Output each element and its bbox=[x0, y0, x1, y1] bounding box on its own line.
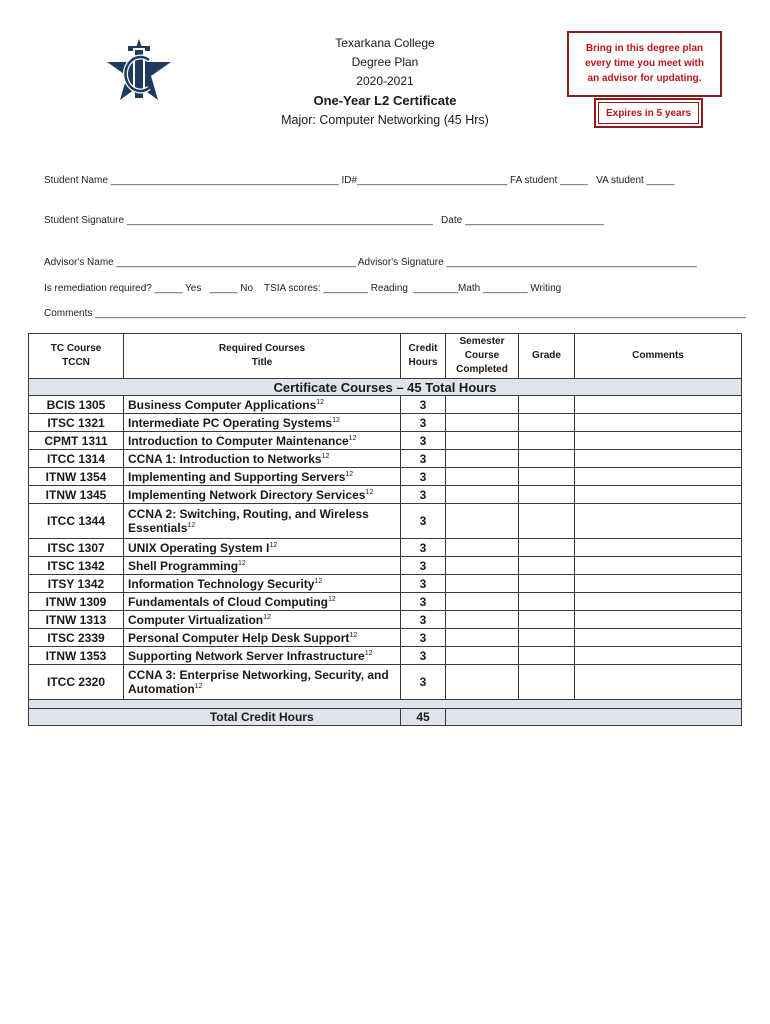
course-title bbox=[124, 486, 401, 504]
expiry-notice bbox=[594, 98, 703, 128]
comments-cell[interactable] bbox=[575, 539, 742, 557]
semester-cell[interactable] bbox=[446, 647, 519, 665]
course-title bbox=[124, 539, 401, 557]
course-title-text: Implementing and Supporting Servers bbox=[128, 469, 346, 484]
credit-hours: 3 bbox=[401, 486, 446, 504]
document-type: Degree Plan bbox=[351, 55, 419, 69]
table-row bbox=[29, 647, 742, 665]
section-row bbox=[29, 379, 742, 396]
comments-cell[interactable] bbox=[575, 414, 742, 432]
college-name: Texarkana College bbox=[335, 36, 435, 50]
grade-cell[interactable] bbox=[519, 629, 575, 647]
advisor-line[interactable]: Advisor's Name ___________________________________________ Advisor's Signature _____________________________________________ bbox=[44, 257, 697, 268]
course-code: ITSC 1321 bbox=[29, 414, 124, 432]
grade-cell[interactable] bbox=[519, 504, 575, 539]
semester-cell[interactable] bbox=[446, 450, 519, 468]
credit-hours: 3 bbox=[401, 557, 446, 575]
course-title-text: Supporting Network Server Infrastructure bbox=[128, 648, 365, 663]
table-row bbox=[29, 414, 742, 432]
total-label: Total Credit Hours bbox=[124, 709, 401, 726]
total-hours: 45 bbox=[401, 709, 446, 726]
semester-cell[interactable] bbox=[446, 575, 519, 593]
header-credit-line2: Hours bbox=[408, 357, 438, 368]
semester-cell[interactable] bbox=[446, 432, 519, 450]
credit-hours: 3 bbox=[401, 468, 446, 486]
expiry-text: Expires in 5 years bbox=[598, 102, 699, 124]
course-code: ITNW 1309 bbox=[29, 593, 124, 611]
grade-cell[interactable] bbox=[519, 647, 575, 665]
course-footnote: 12 bbox=[263, 613, 271, 621]
course-code: CPMT 1311 bbox=[29, 432, 124, 450]
credit-hours: 3 bbox=[401, 647, 446, 665]
course-title-text: Business Computer Applications bbox=[128, 397, 317, 412]
course-title bbox=[124, 575, 401, 593]
course-title bbox=[124, 665, 401, 700]
course-footnote: 12 bbox=[321, 452, 330, 460]
header-grade: Grade bbox=[519, 334, 575, 379]
course-title bbox=[124, 450, 401, 468]
course-code: ITCC 2320 bbox=[29, 665, 124, 700]
course-title-text: Implementing Network Directory Services bbox=[128, 487, 366, 502]
course-footnote: 12 bbox=[238, 559, 246, 567]
advisor-notice bbox=[567, 31, 722, 97]
table-header-row bbox=[29, 334, 742, 379]
semester-cell[interactable] bbox=[446, 486, 519, 504]
semester-cell[interactable] bbox=[446, 629, 519, 647]
course-title bbox=[124, 611, 401, 629]
course-code: ITSC 1307 bbox=[29, 539, 124, 557]
course-title-text: Intermediate PC Operating Systems bbox=[128, 415, 333, 430]
header-semester bbox=[446, 334, 519, 379]
comments-cell[interactable] bbox=[575, 468, 742, 486]
course-title-text: CCNA 2: Switching, Routing, and Wireless Essentials bbox=[128, 507, 369, 535]
course-title bbox=[124, 468, 401, 486]
credit-hours: 3 bbox=[401, 396, 446, 414]
course-code: ITNW 1353 bbox=[29, 647, 124, 665]
semester-cell[interactable] bbox=[446, 611, 519, 629]
comments-cell[interactable] bbox=[575, 665, 742, 700]
semester-cell[interactable] bbox=[446, 539, 519, 557]
header-semester-line1: Semester bbox=[459, 336, 505, 347]
header-credit bbox=[401, 334, 446, 379]
course-title bbox=[124, 557, 401, 575]
course-title bbox=[124, 647, 401, 665]
table-row bbox=[29, 539, 742, 557]
major-name: Major: Computer Networking (45 Hrs) bbox=[281, 113, 489, 127]
table-row bbox=[29, 450, 742, 468]
course-title bbox=[124, 432, 401, 450]
course-title bbox=[124, 396, 401, 414]
advisor-notice-line3: an advisor for updating. bbox=[587, 73, 702, 84]
course-title bbox=[124, 593, 401, 611]
comments-cell[interactable] bbox=[575, 486, 742, 504]
credit-hours: 3 bbox=[401, 665, 446, 700]
course-title-text: CCNA 1: Introduction to Networks bbox=[128, 451, 322, 466]
grade-cell[interactable] bbox=[519, 468, 575, 486]
student-info-line[interactable]: Student Name _________________________________________ ID#___________________________ FA student _____ VA student _____ bbox=[44, 175, 675, 186]
credit-hours: 3 bbox=[401, 611, 446, 629]
credit-hours: 3 bbox=[401, 629, 446, 647]
credit-hours: 3 bbox=[401, 539, 446, 557]
course-footnote: 12 bbox=[345, 470, 354, 478]
grade-cell[interactable] bbox=[519, 593, 575, 611]
course-code: ITNW 1345 bbox=[29, 486, 124, 504]
header-semester-line3: Completed bbox=[456, 364, 508, 375]
course-code: ITCC 1314 bbox=[29, 450, 124, 468]
credit-hours: 3 bbox=[401, 504, 446, 539]
comments-cell[interactable] bbox=[575, 593, 742, 611]
grade-cell[interactable] bbox=[519, 450, 575, 468]
comments-cell[interactable] bbox=[575, 432, 742, 450]
course-footnote: 12 bbox=[348, 434, 357, 442]
semester-cell[interactable] bbox=[446, 665, 519, 700]
course-code: ITSC 1342 bbox=[29, 557, 124, 575]
semester-cell[interactable] bbox=[446, 504, 519, 539]
table-row bbox=[29, 593, 742, 611]
grade-cell[interactable] bbox=[519, 486, 575, 504]
table-row bbox=[29, 665, 742, 700]
course-title-text: Information Technology Security bbox=[128, 576, 315, 591]
course-title-text: Introduction to Computer Maintenance bbox=[128, 433, 349, 448]
course-footnote: 12 bbox=[314, 577, 323, 585]
header-comments: Comments bbox=[575, 334, 742, 379]
course-code: ITCC 1344 bbox=[29, 504, 124, 539]
grade-cell[interactable] bbox=[519, 432, 575, 450]
grade-cell[interactable] bbox=[519, 575, 575, 593]
remediation-line[interactable]: Is remediation required? _____ Yes _____ No TSIA scores: ________ Reading ________Math ________ Writing bbox=[44, 283, 562, 294]
semester-cell[interactable] bbox=[446, 593, 519, 611]
table-row bbox=[29, 432, 742, 450]
course-title-text: Computer Virtualization bbox=[128, 612, 264, 627]
credit-hours: 3 bbox=[401, 450, 446, 468]
table-row bbox=[29, 486, 742, 504]
header-title-line2: Title bbox=[251, 357, 273, 368]
table-row bbox=[29, 396, 742, 414]
semester-cell[interactable] bbox=[446, 396, 519, 414]
grade-cell[interactable] bbox=[519, 539, 575, 557]
table-row bbox=[29, 557, 742, 575]
course-title-text: CCNA 3: Enterprise Networking, Security, and Automation bbox=[128, 668, 389, 696]
course-title bbox=[124, 629, 401, 647]
table-spacer-row bbox=[29, 700, 742, 709]
grade-cell[interactable] bbox=[519, 665, 575, 700]
semester-cell[interactable] bbox=[446, 468, 519, 486]
comments-cell[interactable] bbox=[575, 557, 742, 575]
comments-cell[interactable] bbox=[575, 504, 742, 539]
course-title-text: Personal Computer Help Desk Support bbox=[128, 630, 350, 645]
section-title: Certificate Courses – 45 Total Hours bbox=[29, 379, 742, 396]
credit-hours: 3 bbox=[401, 432, 446, 450]
comments-cell[interactable] bbox=[575, 396, 742, 414]
header-credit-line1: Credit bbox=[408, 343, 438, 354]
course-footnote: 12 bbox=[349, 631, 358, 639]
academic-year: 2020-2021 bbox=[356, 74, 414, 88]
comments-cell[interactable] bbox=[575, 575, 742, 593]
credit-hours: 3 bbox=[401, 414, 446, 432]
total-row bbox=[29, 709, 742, 726]
course-code: ITSY 1342 bbox=[29, 575, 124, 593]
table-row bbox=[29, 629, 742, 647]
course-title bbox=[124, 504, 401, 539]
course-table bbox=[28, 333, 742, 726]
comments-cell[interactable] bbox=[575, 611, 742, 629]
credit-hours: 3 bbox=[401, 575, 446, 593]
table-row bbox=[29, 611, 742, 629]
course-footnote: 12 bbox=[332, 416, 340, 424]
college-logo bbox=[106, 38, 172, 104]
header-title-line1: Required Courses bbox=[218, 343, 306, 354]
grade-cell[interactable] bbox=[519, 611, 575, 629]
header-semester-line2: Course bbox=[464, 350, 500, 361]
course-title-text: Shell Programming bbox=[128, 558, 239, 573]
course-title bbox=[124, 414, 401, 432]
certificate-title: One-Year L2 Certificate bbox=[313, 93, 457, 108]
comments-cell[interactable] bbox=[575, 629, 742, 647]
grade-cell[interactable] bbox=[519, 414, 575, 432]
table-row bbox=[29, 575, 742, 593]
grade-cell[interactable] bbox=[519, 557, 575, 575]
table-row bbox=[29, 504, 742, 539]
course-code: BCIS 1305 bbox=[29, 396, 124, 414]
semester-cell[interactable] bbox=[446, 557, 519, 575]
comments-cell[interactable] bbox=[575, 647, 742, 665]
grade-cell[interactable] bbox=[519, 396, 575, 414]
header-course-line1: TC Course bbox=[50, 343, 102, 354]
course-footnote: 12 bbox=[365, 488, 374, 496]
course-footnote: 12 bbox=[269, 541, 278, 549]
course-footnote: 12 bbox=[194, 683, 203, 690]
student-signature-line[interactable]: Student Signature _______________________________________________________ Date _________________________ bbox=[44, 215, 604, 226]
course-code: ITSC 2339 bbox=[29, 629, 124, 647]
course-footnote: 12 bbox=[327, 595, 336, 603]
header-course-line2: TCCN bbox=[62, 357, 90, 368]
course-rows bbox=[29, 396, 742, 700]
table-row bbox=[29, 468, 742, 486]
course-footnote: 12 bbox=[187, 522, 196, 529]
course-code: ITNW 1354 bbox=[29, 468, 124, 486]
semester-cell[interactable] bbox=[446, 414, 519, 432]
course-footnote: 12 bbox=[316, 398, 325, 406]
course-footnote: 12 bbox=[364, 649, 373, 657]
course-title-text: Fundamentals of Cloud Computing bbox=[128, 594, 328, 609]
course-code: ITNW 1313 bbox=[29, 611, 124, 629]
header-course bbox=[29, 334, 124, 379]
credit-hours: 3 bbox=[401, 593, 446, 611]
course-title-text: UNIX Operating System I bbox=[128, 540, 270, 555]
header-title bbox=[124, 334, 401, 379]
advisor-notice-line2: every time you meet with bbox=[585, 58, 704, 69]
advisor-notice-line1: Bring in this degree plan bbox=[585, 43, 704, 54]
comments-cell[interactable] bbox=[575, 450, 742, 468]
comments-line[interactable]: Comments _____________________________________________________________________________________________________________________ bbox=[44, 308, 746, 319]
